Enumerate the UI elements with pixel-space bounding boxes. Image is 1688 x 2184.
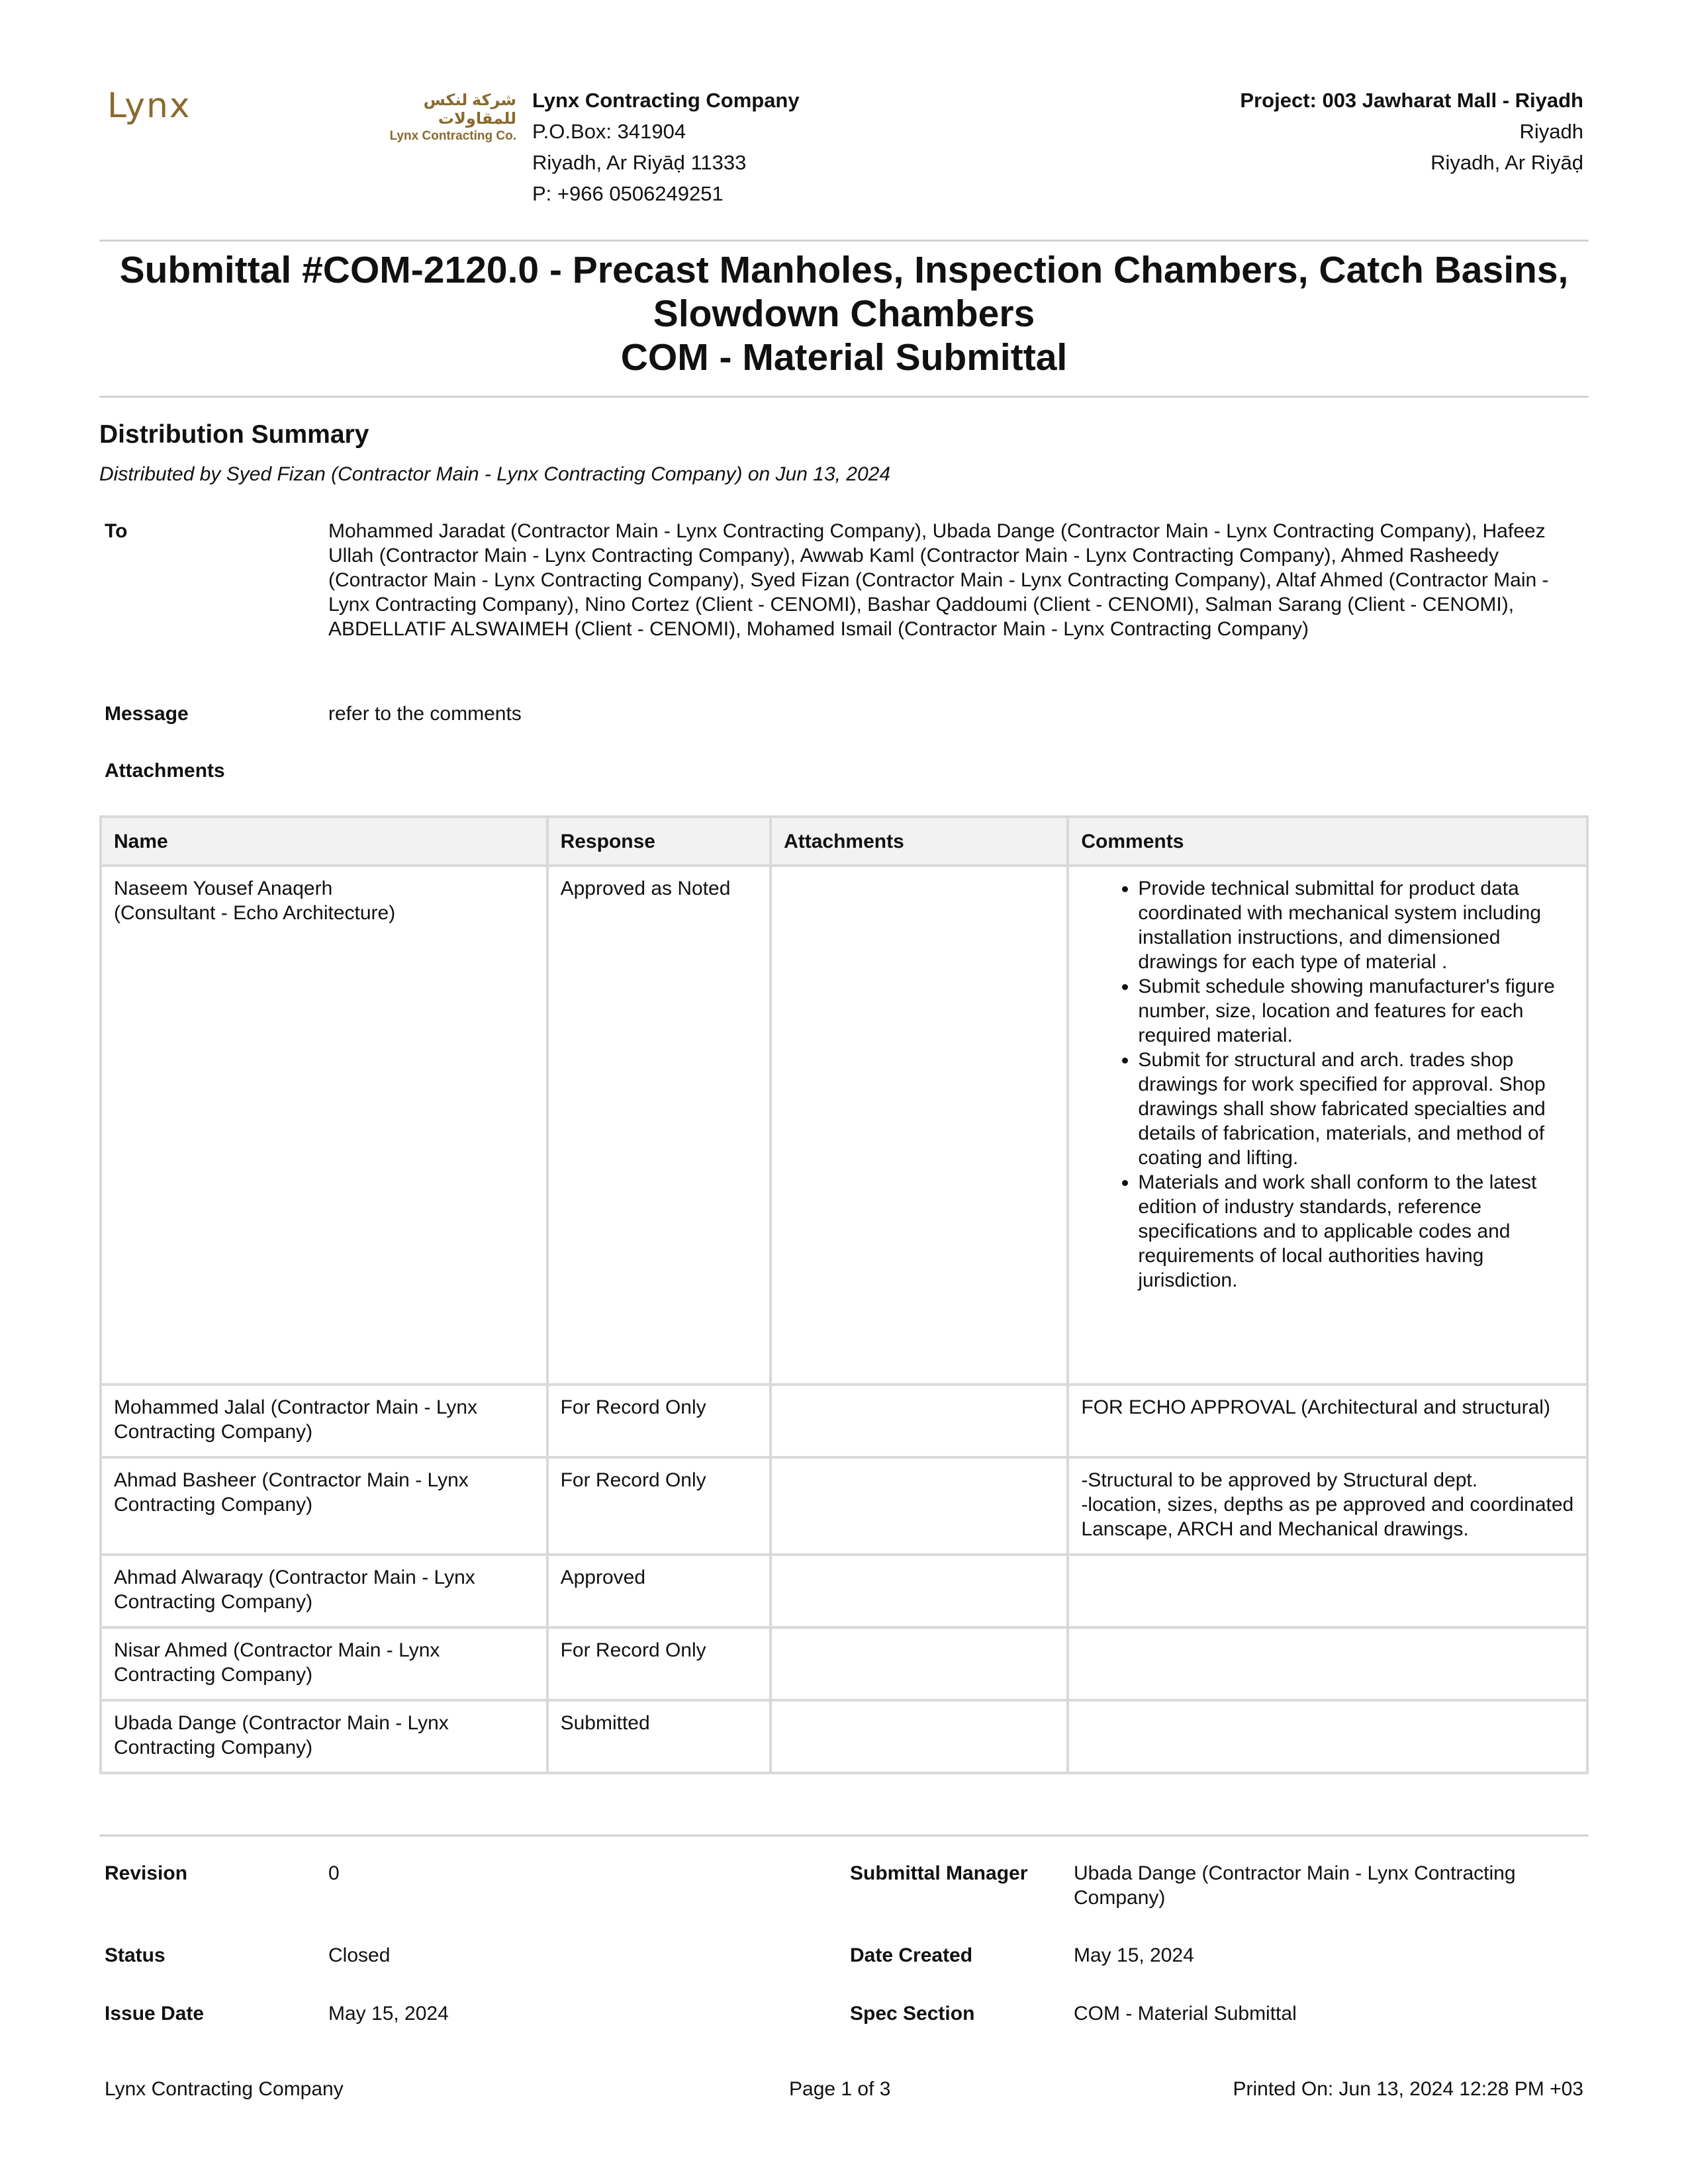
- cell-response: For Record Only: [547, 1385, 771, 1457]
- to-label: To: [105, 520, 128, 542]
- comment-bullet: • Submit for structural and arch. trades shop drawings for work specified for approval. Shop drawings shall show fabricated specialties and details of fabrication, materials, and method of coating and lifting.: [1138, 1048, 1574, 1170]
- cell-response: For Record Only: [547, 1457, 771, 1555]
- distributed-by: Distributed by Syed Fizan (Contractor Main - Lynx Contracting Company) on Jun 13, 2024: [99, 463, 891, 485]
- company-logo: [384, 91, 516, 144]
- status-label: Status: [105, 1944, 165, 1966]
- date-created-label: Date Created: [850, 1944, 973, 1966]
- details-divider: [99, 1835, 1589, 1837]
- header-name: Name: [101, 817, 547, 866]
- cell-comments: [1068, 1627, 1587, 1700]
- submittal-manager-label: Submittal Manager: [850, 1862, 1028, 1884]
- page-title: [99, 248, 1589, 379]
- title-line-3: COM - Material Submittal: [620, 336, 1068, 379]
- cell-name: Nisar Ahmed (Contractor Main - Lynx Contracting Company): [101, 1627, 547, 1700]
- company-logo-english: Lynx Contracting Co.: [389, 129, 516, 143]
- title-divider: [99, 396, 1589, 398]
- cell-comments: [1068, 866, 1587, 1385]
- footer-company: Lynx Contracting Company: [105, 2078, 344, 2100]
- company-name: Lynx Contracting Company: [532, 89, 800, 112]
- cell-comments: [1068, 1700, 1587, 1773]
- responder-name: Naseem Yousef Anaqerh: [114, 878, 333, 899]
- cell-response: Approved: [547, 1555, 771, 1627]
- title-line-1: Submittal #COM-2120.0 - Precast Manholes, Inspection Chambers, Catch Basins,: [119, 249, 1569, 291]
- to-recipients: Mohammed Jaradat (Contractor Main - Lynx Contracting Company), Ubada Dange (Contractor Main - Lynx Contracting Company), Hafeez Ullah (Contractor Main - Lynx Contracting Company), Awwab Kaml (Contractor Main - Lynx Contracting Company), Ahmed Rasheedy (Contractor Main - Lynx Contracting Company), Syed Fizan (Contractor Main - Lynx Contracting Company), Altaf Ahmed (Contractor Main - Lynx Contracting Company), Nino Cortez (Client - CENOMI), Bashar Qaddoumi (Client - CENOMI), Salman Sarang (Client - CENOMI), ABDELLATIF ALSWAIMEH (Client - CENOMI), Mohamed Ismail (Contractor Main - Lynx Contracting Company): [328, 520, 1549, 640]
- cell-name: [101, 866, 547, 1385]
- cell-attachments: [771, 1700, 1068, 1773]
- attachments-label: Attachments: [105, 760, 225, 782]
- revision-value: 0: [328, 1862, 340, 1884]
- issue-date-label: Issue Date: [105, 2003, 205, 2025]
- cell-attachments: [771, 1457, 1068, 1555]
- cell-name: Ubada Dange (Contractor Main - Lynx Contracting Company): [101, 1700, 547, 1773]
- table-row: [101, 1457, 1587, 1555]
- cell-comments: [1068, 1555, 1587, 1627]
- distribution-heading: Distribution Summary: [99, 420, 369, 449]
- cell-attachments: [771, 1555, 1068, 1627]
- cell-response: Submitted: [547, 1700, 771, 1773]
- lynx-logo: Lynx: [107, 86, 191, 126]
- table-row: [101, 1555, 1587, 1627]
- cell-name: Ahmad Basheer (Contractor Main - Lynx Contracting Company): [101, 1457, 547, 1555]
- project-city: Riyadh: [1519, 120, 1583, 143]
- revision-label: Revision: [105, 1862, 188, 1884]
- cell-name: Mohammed Jalal (Contractor Main - Lynx Contracting Company): [101, 1385, 547, 1457]
- cell-attachments: [771, 1627, 1068, 1700]
- comment-bullet: • Materials and work shall conform to the latest edition of industry standards, reference specifications and to applicable codes and requirements of local authorities having jurisdiction.: [1138, 1170, 1574, 1293]
- spec-section-label: Spec Section: [850, 2003, 975, 2025]
- cell-attachments: [771, 866, 1068, 1385]
- header-attachments: Attachments: [771, 817, 1068, 866]
- responses-table: [99, 815, 1589, 1774]
- project-region: Riyadh, Ar Riyāḍ: [1430, 151, 1583, 174]
- comment-bullet: • Provide technical submittal for product data coordinated with mechanical system including installation instructions, and dimensioned drawings for each type of material .: [1138, 876, 1574, 974]
- company-po-box: P.O.Box: 341904: [532, 120, 686, 143]
- cell-attachments: [771, 1385, 1068, 1457]
- comment-line: -Structural to be approved by Structural dept.: [1081, 1469, 1478, 1491]
- comment-list: [1081, 876, 1574, 1293]
- comment-line: -location, sizes, depths as pe approved and coordinated Lanscape, ARCH and Mechanical drawings.: [1081, 1494, 1574, 1540]
- project-name: Project: 003 Jawharat Mall - Riyadh: [1240, 89, 1583, 112]
- company-logo-arabic: شركة لنكس للمقاولات: [423, 91, 516, 128]
- comment-bullet: • Submit schedule showing manufacturer's figure number, size, location and features for each required material.: [1138, 974, 1574, 1048]
- cell-response: Approved as Noted: [547, 866, 771, 1385]
- issue-date-value: May 15, 2024: [328, 2003, 449, 2025]
- company-phone: P: +966 0506249251: [532, 182, 724, 205]
- project-info: [1240, 85, 1583, 178]
- message-value: refer to the comments: [328, 703, 522, 725]
- table-row: [101, 1700, 1587, 1773]
- cell-name: Ahmad Alwaraqy (Contractor Main - Lynx Contracting Company): [101, 1555, 547, 1627]
- submittal-manager-value: Ubada Dange (Contractor Main - Lynx Contracting Company): [1074, 1862, 1516, 1909]
- table-row: [101, 1385, 1587, 1457]
- document-page: [99, 0, 1589, 2184]
- company-info: [532, 85, 800, 209]
- table-row: [101, 866, 1587, 1385]
- date-created-value: May 15, 2024: [1074, 1944, 1194, 1966]
- header-divider: [99, 240, 1589, 242]
- status-value: Closed: [328, 1944, 391, 1966]
- company-city: Riyadh, Ar Riyāḍ 11333: [532, 151, 747, 174]
- footer-page-number: Page 1 of 3: [789, 2078, 891, 2100]
- footer-printed-on: Printed On: Jun 13, 2024 12:28 PM +03: [1233, 2078, 1583, 2100]
- title-line-2: Slowdown Chambers: [653, 293, 1035, 335]
- table-row: [101, 1627, 1587, 1700]
- cell-response: For Record Only: [547, 1627, 771, 1700]
- message-label: Message: [105, 703, 189, 725]
- cell-comments: FOR ECHO APPROVAL (Architectural and structural): [1068, 1385, 1587, 1457]
- spec-section-value: COM - Material Submittal: [1074, 2003, 1297, 2025]
- cell-comments: [1068, 1457, 1587, 1555]
- header-comments: Comments: [1068, 817, 1587, 866]
- header-response: Response: [547, 817, 771, 866]
- table-header-row: [101, 817, 1587, 866]
- responder-org: (Consultant - Echo Architecture): [114, 902, 396, 924]
